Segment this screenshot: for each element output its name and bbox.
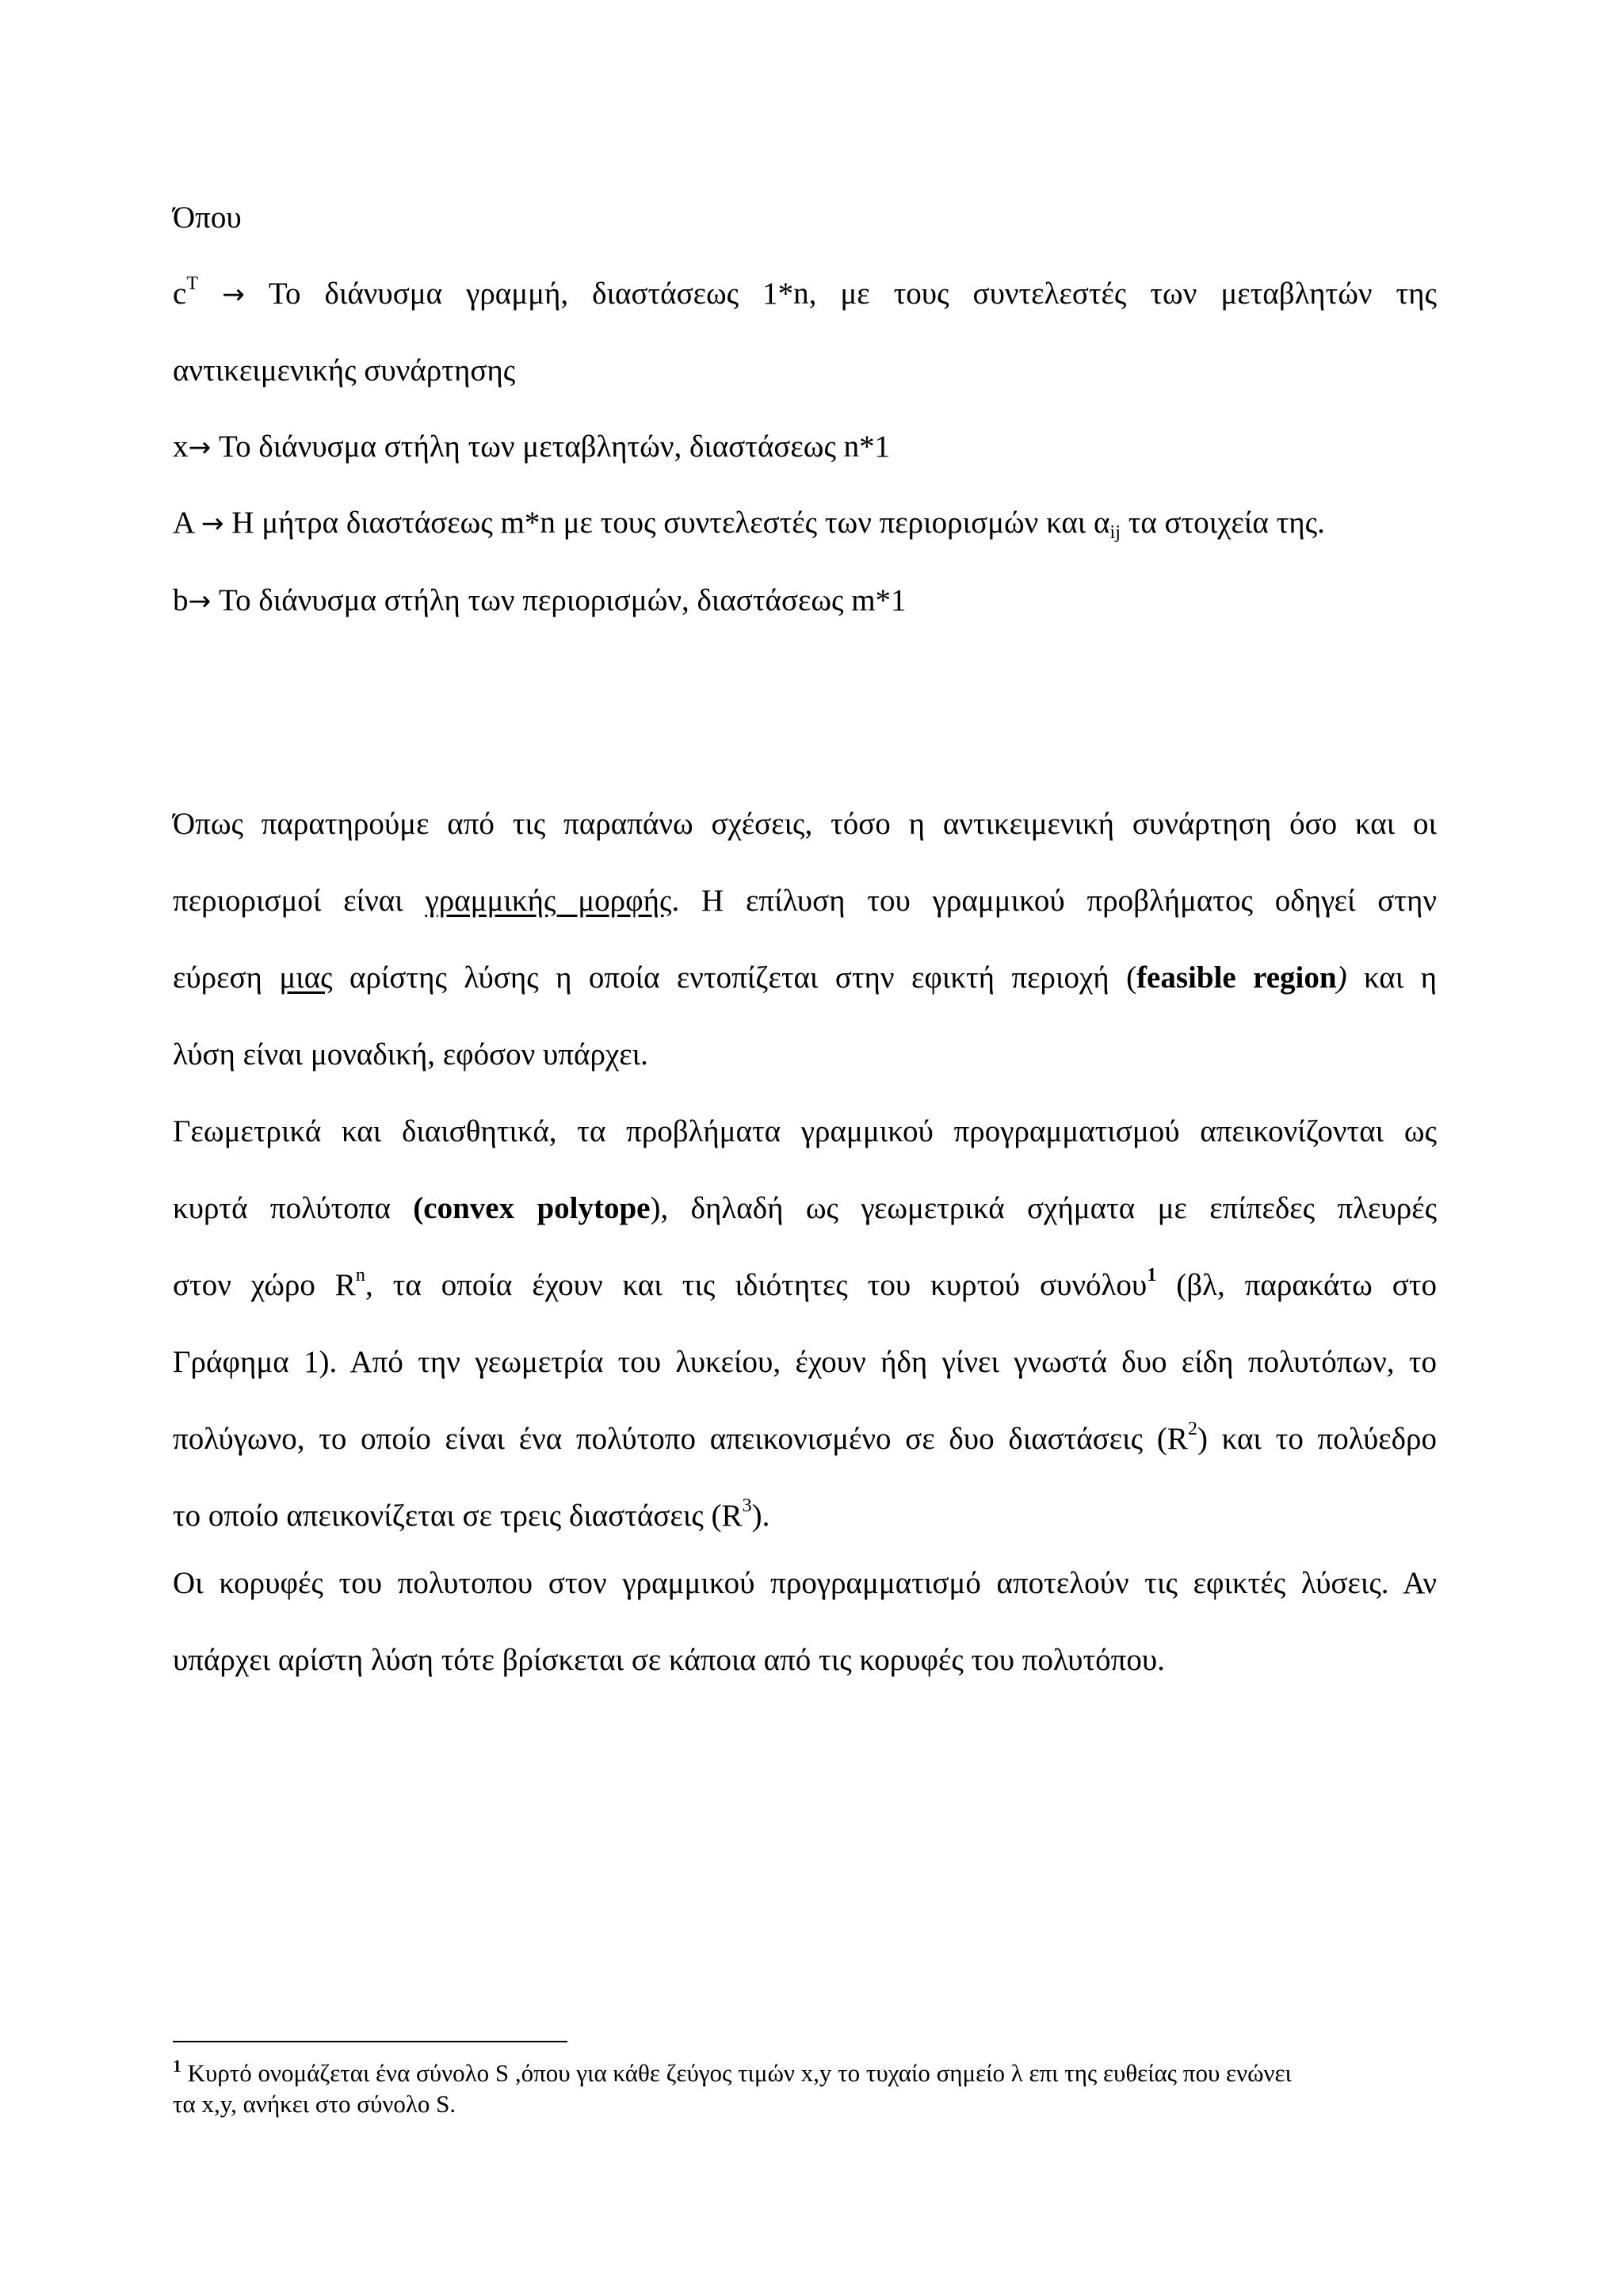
arrow-icon: →: [200, 508, 224, 540]
paragraph2-line6: [173, 1496, 1437, 1536]
footnote-line1: [173, 2058, 1437, 2088]
definition-x: [173, 427, 1437, 468]
definition-c: [173, 274, 1437, 315]
paragraph3-line1: Οι κορυφές του πολυτοπου στον γραμμικού προγραμματισμό αποτελούν τις εφικτές λύσεις. Αν: [173, 1566, 1437, 1600]
footnote-line2: τα x,y, ανήκει στο σύνολο S.: [173, 2090, 456, 2118]
paragraph1-line4: λύση είναι μοναδική, εφόσον υπάρχει.: [173, 1037, 648, 1072]
paragraph2-line1: Γεωμετρικά και διαισθητικά, τα προβλήματα γραμμικού προγραμματισμού απεικονίζονται ως: [173, 1114, 1437, 1148]
superscript-t: T: [186, 272, 199, 294]
text-run: . Η επίλυση του γραμμικού προβλήματος οδηγεί στην: [671, 884, 1437, 918]
underlined-linear-form: γραμμικής μορφής: [425, 884, 672, 918]
text-run: εύρεση: [173, 961, 280, 995]
text-run: κυρτά πολύτοπα: [173, 1191, 414, 1225]
paragraph1-line2: [173, 881, 1437, 921]
text-run: , τα οποία έχουν και τις ιδιότητες του κυρτού συνόλου: [365, 1268, 1148, 1302]
text-run: ): [1336, 961, 1347, 995]
definition-b-text: Το διάνυσμα στήλη των περιορισμών, διαστάσεως m*1: [219, 583, 907, 617]
subscript-ij: ij: [1109, 521, 1121, 544]
symbol-c: c: [173, 277, 187, 311]
definition-c-text: Το διάνυσμα γραμμή, διαστάσεως 1*n, με τους συντελεστές των μεταβλητών της: [268, 277, 1438, 311]
paragraph2-line3: [173, 1263, 1437, 1305]
text-run: πολύγωνο, το οποίο είναι ένα πολύτοπο απεικονισμένο σε δυο διαστάσεις (R: [173, 1422, 1188, 1456]
footnote-separator: [173, 2041, 567, 2042]
symbol-b: b: [173, 583, 189, 617]
text-run: ), δηλαδή ως γεωμετρικά σχήματα με επίπεδες πλευρές: [650, 1191, 1438, 1225]
symbol-x: x: [173, 430, 189, 464]
text-run: περιορισμοί είναι: [173, 884, 426, 918]
definition-x-text: Το διάνυσμα στήλη των μεταβλητών, διαστάσεως n*1: [219, 430, 891, 464]
footnote-marker: 1: [173, 2057, 181, 2076]
superscript-3: 3: [742, 1494, 752, 1516]
arrow-icon: →: [222, 279, 245, 311]
text-run: ) και το πολύεδρο: [1197, 1422, 1437, 1456]
paragraph2-line5: [173, 1419, 1437, 1459]
text-run: αρίστης λύσης η οποία εντοπίζεται στην εφικτή περιοχή (: [332, 961, 1137, 995]
definition-a-text: Η μήτρα διαστάσεως m*n με τους συντελεστές των περιορισμών και α: [231, 506, 1110, 540]
symbol-a: A: [173, 506, 201, 540]
opou-heading: Όπου: [173, 201, 242, 235]
definition-b: [173, 581, 1437, 621]
paragraph2-line2: [173, 1189, 1437, 1228]
definition-a: [173, 503, 1437, 544]
definition-c-continued: αντικειμενικής συνάρτησης: [173, 353, 516, 388]
text-run: ).: [751, 1499, 770, 1533]
arrow-icon: →: [188, 432, 212, 464]
superscript-2: 2: [1187, 1417, 1197, 1439]
paragraph3-line2: υπάρχει αρίστη λύση τότε βρίσκεται σε κάποια από τις κορυφές του πολυτόπου.: [173, 1643, 1165, 1677]
paragraph1-line1: Όπως παρατηρούμε από τις παραπάνω σχέσεις, τόσο η αντικειμενική συνάρτηση όσο και οι: [173, 807, 1437, 841]
text-run: και η: [1346, 961, 1437, 995]
text-run: το οποίο απεικονίζεται σε τρεις διαστάσεις (R: [173, 1499, 743, 1533]
bold-feasible-region: feasible region: [1136, 961, 1337, 995]
text-run: στον χώρο R: [173, 1268, 356, 1302]
bold-convex-polytope: (convex polytope: [413, 1191, 651, 1225]
paragraph1-line3: [173, 958, 1437, 998]
footnote-text: Κυρτό ονομάζεται ένα σύνολο S ,όπου για κάθε ζεύγος τιμών x,y το τυχαίο σημείο λ επι της ευθείας που ενώνει: [181, 2059, 1292, 2087]
arrow-icon: →: [188, 586, 212, 617]
underlined-one: μιας: [279, 961, 333, 995]
paragraph2-line4: Γράφημα 1). Από την γεωμετρία του λυκείου, έχουν ήδη γίνει γνωστά δυο είδη πολυτόπων, το: [173, 1345, 1437, 1379]
definition-a-text-end: τα στοιχεία της.: [1120, 506, 1325, 540]
text-run: (βλ, παρακάτω στο: [1156, 1268, 1437, 1302]
footnote-reference[interactable]: 1: [1147, 1263, 1157, 1286]
superscript-n: n: [355, 1263, 365, 1286]
